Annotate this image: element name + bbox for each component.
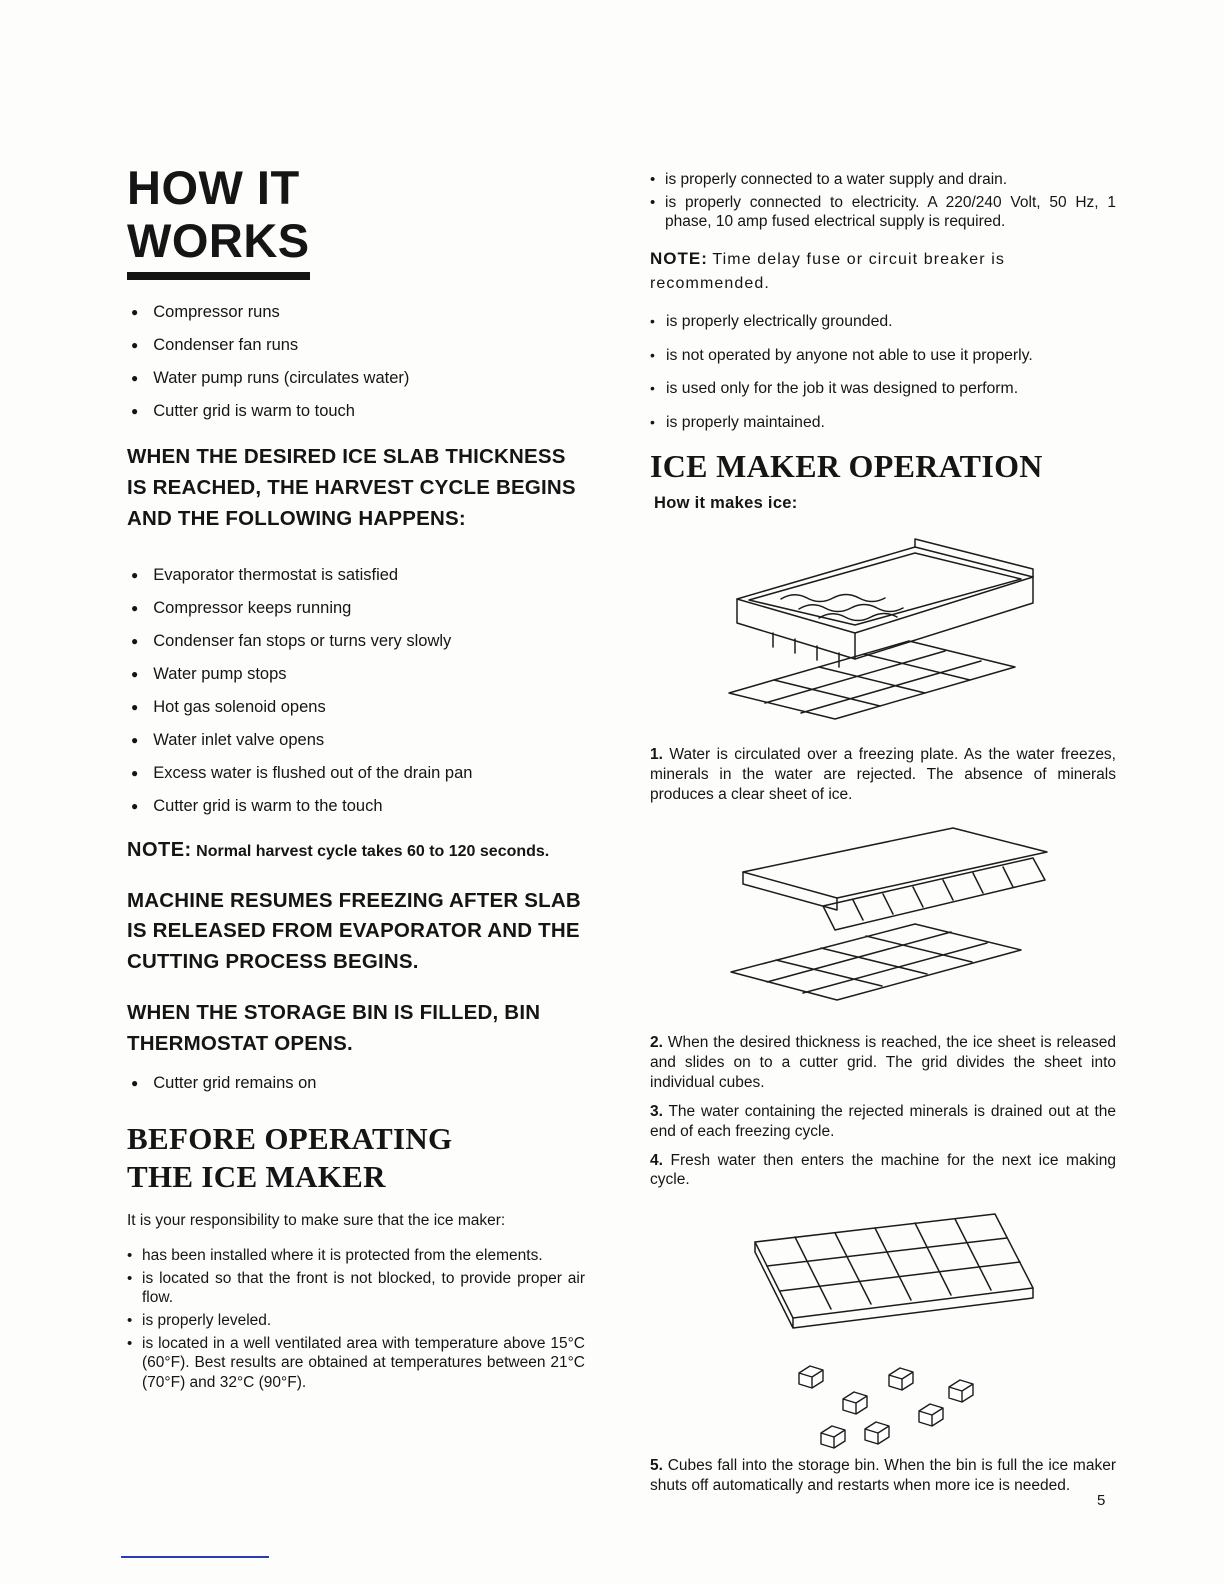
bullet-icon: • [650, 193, 656, 211]
list-item-text: Water inlet valve opens [153, 730, 325, 749]
list-item [127, 1334, 585, 1393]
list-item-text: Excess water is flushed out of the drain pan [153, 763, 473, 782]
before-heading-line2: THE ICE MAKER [127, 1159, 386, 1195]
list-item [131, 697, 585, 718]
harvest-note [127, 837, 585, 864]
bullet-icon: ● [131, 404, 139, 419]
list-item-text: Water pump runs (circulates water) [153, 369, 410, 388]
step-number: 2. [650, 1034, 663, 1052]
operation-step [650, 1151, 1116, 1191]
bin-full-list [131, 1073, 585, 1094]
list-item-text: is used only for the job it was designed to perform. [666, 380, 1019, 398]
list-item [127, 1311, 585, 1331]
bullet-icon: ● [131, 633, 139, 648]
list-item [131, 631, 585, 652]
list-item [131, 368, 585, 389]
note-label: NOTE: [650, 249, 708, 269]
bullet-icon: • [127, 1312, 133, 1330]
operation-step [650, 745, 1116, 804]
step-text: Fresh water then enters the machine for the next ice making cycle. [650, 1151, 1116, 1189]
harvest-cycle-heading: WHEN THE DESIRED ICE SLAB THICKNESS IS REACHED, THE HARVEST CYCLE BEGINS AND THE FOLLOWING HAPPENS: [127, 445, 576, 530]
bullet-icon: ● [131, 732, 139, 747]
list-item [131, 565, 585, 586]
bullet-icon: • [650, 171, 656, 188]
list-item-text: Compressor runs [153, 303, 280, 322]
list-item-text: is properly electrically grounded. [666, 313, 893, 331]
before-heading-line1: BEFORE OPERATING [127, 1121, 453, 1157]
bullet-icon: • [127, 1269, 133, 1287]
list-item [650, 170, 1116, 190]
operation-step [650, 1456, 1116, 1496]
list-item [131, 796, 585, 817]
list-item [650, 346, 1116, 366]
bullet-icon: • [650, 380, 655, 397]
step-number: 1. [650, 745, 663, 763]
list-item-text: Cutter grid is warm to the touch [153, 796, 383, 815]
list-item-text: Water pump stops [153, 664, 287, 683]
list-item-text: is properly maintained. [666, 414, 825, 432]
bullet-icon: ● [131, 1076, 139, 1091]
bullet-icon: ● [131, 305, 139, 320]
resume-freezing-heading: MACHINE RESUMES FREEZING AFTER SLAB IS RELEASED FROM EVAPORATOR AND THE CUTTING PROCESS BEGINS. [127, 888, 581, 973]
harvest-events-list [131, 565, 585, 817]
ice-sheet-release-illustration [703, 814, 1063, 1024]
list-item [131, 763, 585, 784]
step-number: 3. [650, 1102, 663, 1120]
list-item-text: is properly connected to a water supply and drain. [665, 171, 1008, 188]
list-item-text: Evaporator thermostat is satisfied [153, 565, 399, 584]
bullet-icon: ● [131, 600, 139, 615]
checklist-continued [650, 170, 1116, 232]
storage-bin-heading: WHEN THE STORAGE BIN IS FILLED, BIN THERMOSTAT OPENS. [127, 1000, 541, 1055]
list-item [650, 312, 1116, 332]
before-operating-checklist [127, 1246, 585, 1393]
list-item-text: has been installed where it is protected from the elements. [142, 1247, 543, 1265]
operation-steps-group [650, 1033, 1116, 1190]
list-item [127, 1246, 585, 1266]
title-line1: HOW IT [127, 161, 300, 214]
list-item [127, 1269, 585, 1308]
safety-checklist [650, 312, 1116, 433]
freezing-plate-illustration [703, 517, 1063, 739]
note-text: Time delay fuse or circuit breaker is recommended. [650, 251, 1005, 293]
list-item-text: Compressor keeps running [153, 598, 352, 617]
list-item [131, 730, 585, 751]
list-item-text: Cutter grid is warm to touch [153, 402, 355, 421]
step-text: When the desired thickness is reached, the ice sheet is released and slides on to a cutter grid. The grid divides the sheet into individual cubes. [650, 1034, 1116, 1092]
page-title [127, 162, 585, 280]
list-item [131, 302, 585, 323]
list-item-text: Hot gas solenoid opens [153, 697, 326, 716]
how-it-makes-ice-label: How it makes ice: [654, 493, 798, 512]
list-item [131, 598, 585, 619]
note-label: NOTE: [127, 838, 192, 861]
bullet-icon: ● [131, 666, 139, 681]
bullet-icon: • [650, 346, 655, 363]
list-item [131, 1073, 585, 1094]
ice-maker-operation-heading: ICE MAKER OPERATION [650, 447, 1043, 484]
list-item-text: Condenser fan runs [153, 336, 299, 355]
list-item [131, 401, 585, 422]
list-item [650, 413, 1116, 433]
step-number: 5. [650, 1457, 663, 1475]
list-item-text: is located so that the front is not blocked, to provide proper air flow. [142, 1269, 585, 1307]
bullet-icon: • [127, 1334, 133, 1352]
list-item-text: Cutter grid remains on [153, 1074, 317, 1093]
bullet-icon: • [127, 1247, 133, 1265]
cutter-grid-cubes-illustration [703, 1198, 1063, 1450]
fuse-note [650, 246, 1116, 296]
note-text: Normal harvest cycle takes 60 to 120 seconds. [196, 842, 550, 860]
right-column [650, 168, 1116, 1496]
step-number: 4. [650, 1151, 663, 1169]
list-item-text: is not operated by anyone not able to use it properly. [666, 346, 1033, 364]
list-item-text: is located in a well ventilated area with temperature above 15°C (60°F). Best results are obtained at temperatures between 21°C (70°F) and 32°C (90°F). [142, 1334, 585, 1392]
status-list-freezing [131, 302, 585, 422]
page-number: 5 [1097, 1492, 1106, 1509]
list-item-text: Condenser fan stops or turns very slowly [153, 631, 452, 650]
bullet-icon: ● [131, 798, 139, 813]
bullet-icon: ● [131, 338, 139, 353]
title-line2: WORKS [127, 215, 310, 281]
bullet-icon: ● [131, 567, 139, 582]
bullet-icon: • [650, 313, 655, 330]
list-item [650, 379, 1116, 399]
left-column [127, 162, 585, 1396]
operation-step [650, 1102, 1116, 1142]
before-operating-intro: It is your responsibility to make sure that the ice maker: [127, 1211, 506, 1229]
list-item-text: is properly leveled. [142, 1312, 272, 1330]
list-item [650, 193, 1116, 232]
step-text: Water is circulated over a freezing plate. As the water freezes, minerals in the water are rejected. The absence of minerals produces a clear sheet of ice. [650, 745, 1116, 803]
list-item [131, 664, 585, 685]
step-text: Cubes fall into the storage bin. When the bin is full the ice maker shuts off automatically and restarts when more ice is needed. [650, 1457, 1116, 1495]
footer-rule [121, 1556, 269, 1558]
before-operating-heading [127, 1120, 585, 1196]
bullet-icon: ● [131, 371, 139, 386]
bullet-icon: ● [131, 765, 139, 780]
step-text: The water containing the rejected minerals is drained out at the end of each freezing cycle. [650, 1102, 1116, 1140]
operation-step [650, 1033, 1116, 1092]
list-item-text: is properly connected to electricity. A 220/240 Volt, 50 Hz, 1 phase, 10 amp fused electrical supply is required. [665, 193, 1116, 231]
bullet-icon: ● [131, 699, 139, 714]
bullet-icon: • [650, 414, 655, 431]
list-item [131, 335, 585, 356]
